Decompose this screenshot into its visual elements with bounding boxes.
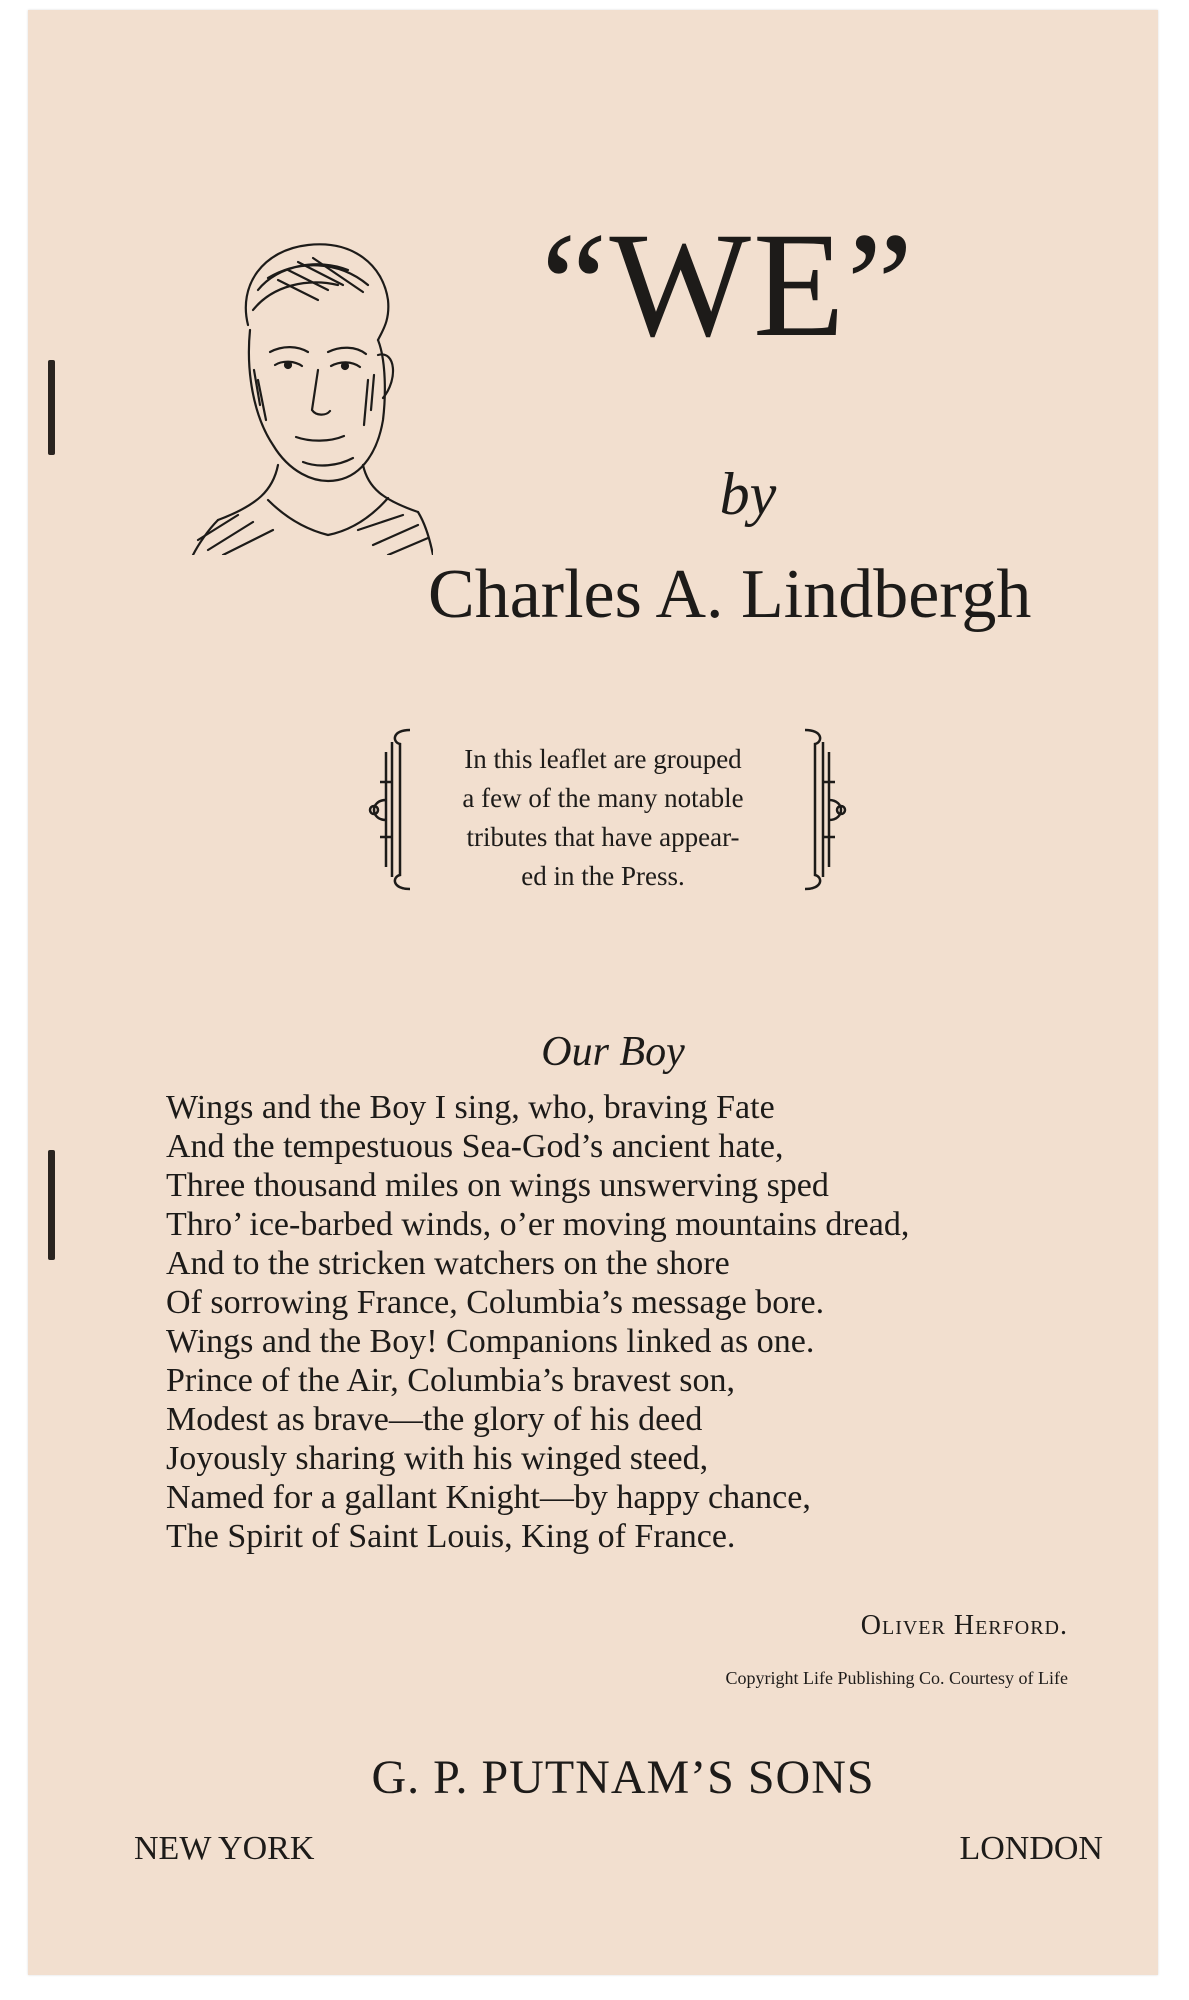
poem-line: And the tempestuous Sea-God’s ancient hate, <box>166 1128 784 1165</box>
poem-title: Our Boy <box>541 1029 685 1075</box>
poem-attribution: Oliver Herford. <box>860 1610 1068 1641</box>
note-line: tributes that have appear- <box>466 822 740 852</box>
lindbergh-portrait-illustration <box>178 230 433 555</box>
poem-line: Wings and the Boy! Companions linked as one. <box>166 1323 815 1360</box>
poem-line: Wings and the Boy I sing, who, braving Fate <box>166 1089 775 1126</box>
poem-line: Named for a gallant Knight—by happy chance, <box>166 1479 811 1516</box>
publisher-name: G. P. PUTNAM’S SONS <box>371 1751 875 1804</box>
note-line: a few of the many notable <box>462 783 744 813</box>
poem-line: Prince of the Air, Columbia’s bravest son, <box>166 1362 736 1399</box>
author-name: Charles A. Lindbergh <box>428 556 1032 633</box>
ornamental-bracket-right <box>793 722 853 897</box>
note-line: In this leaflet are grouped <box>464 744 742 774</box>
poem-line: Modest as brave—the glory of his deed <box>166 1401 703 1438</box>
poem-line: Joyously sharing with his winged steed, <box>166 1440 709 1477</box>
ornamental-bracket-left <box>362 722 422 897</box>
note-line: ed in the Press. <box>521 861 685 891</box>
copyright-notice: Copyright Life Publishing Co. Courtesy of Life <box>725 1668 1068 1688</box>
publisher-city-new-york: NEW YORK <box>134 1830 315 1867</box>
byline-by: by <box>719 461 777 527</box>
publisher-city-london: LONDON <box>959 1830 1103 1867</box>
poem-line: And to the stricken watchers on the shore <box>166 1245 730 1282</box>
book-title: “WE” <box>540 202 916 368</box>
leaflet-page <box>28 10 1158 1975</box>
poem-line: Of sorrowing France, Columbia’s message bore. <box>166 1284 825 1321</box>
poem-line: Thro’ ice-barbed winds, o’er moving mountains dread, <box>166 1206 910 1243</box>
staple-mark <box>48 360 55 455</box>
leaflet-note <box>418 740 788 896</box>
staple-mark <box>48 1150 55 1260</box>
poem-body <box>166 1088 1066 1556</box>
poem-line: The Spirit of Saint Louis, King of France. <box>166 1518 736 1555</box>
poem-line: Three thousand miles on wings unswerving sped <box>166 1167 829 1204</box>
